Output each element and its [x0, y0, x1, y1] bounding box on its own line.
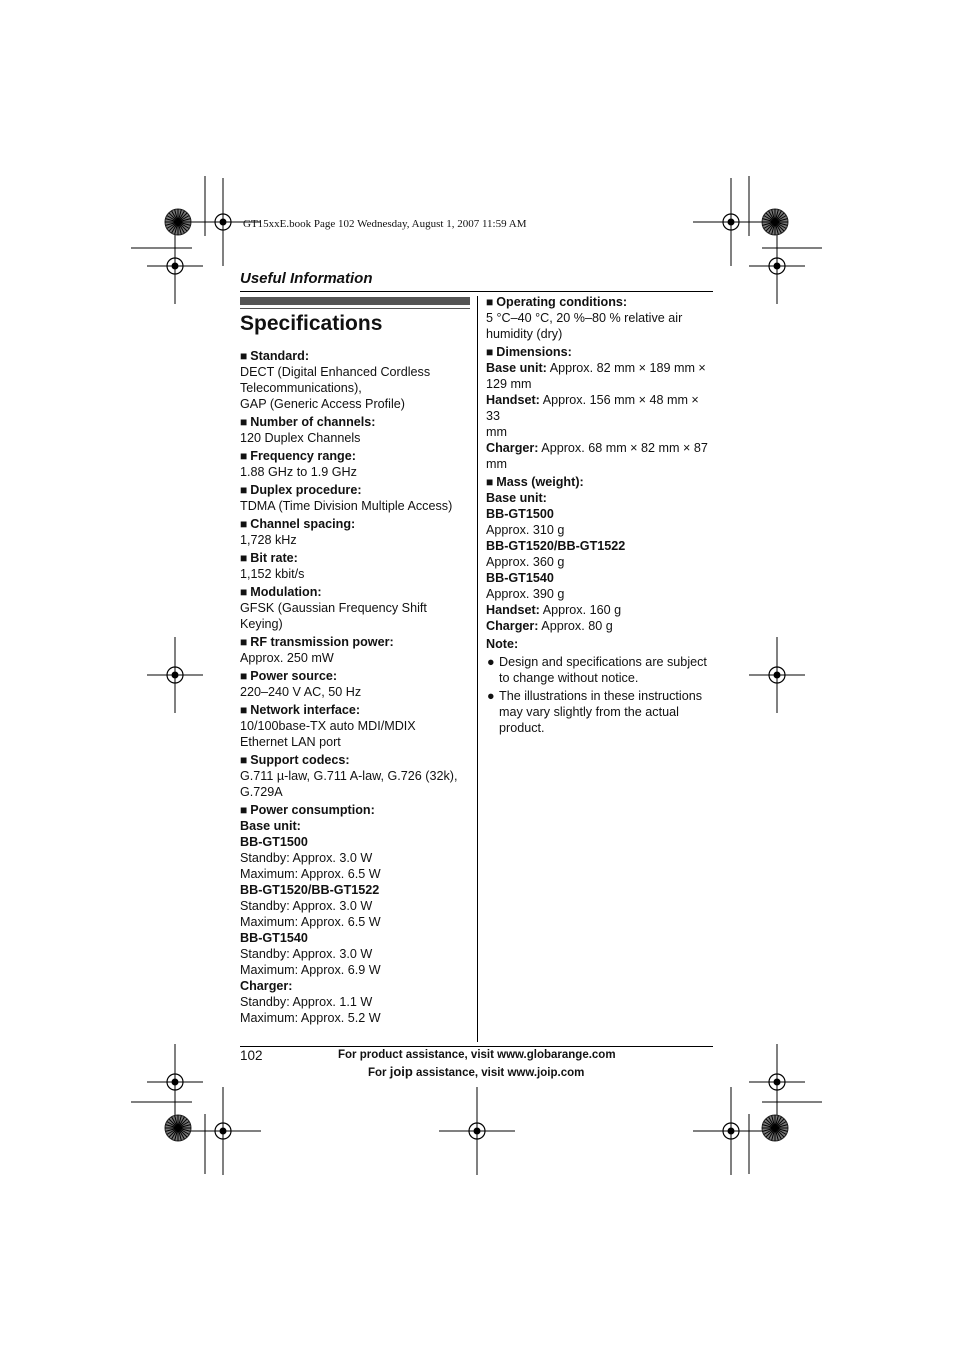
- square-icon: ■: [240, 669, 248, 683]
- registration-dot: [172, 1079, 179, 1086]
- registration-dot: [728, 1128, 735, 1135]
- print-header: GT15xxE.book Page 102 Wednesday, August 1, 2007 11:59 AM: [243, 218, 527, 230]
- footer-line-1: For product assistance, visit www.globarange.com: [338, 1049, 616, 1061]
- registration-dot: [474, 1128, 481, 1135]
- registration-dot: [728, 219, 735, 226]
- square-icon: ■: [240, 517, 248, 531]
- joip-logo: joip: [389, 1064, 413, 1079]
- registration-dot: [172, 263, 179, 270]
- square-icon: ■: [240, 753, 248, 767]
- square-icon: ■: [240, 349, 248, 363]
- registration-dot: [774, 1079, 781, 1086]
- spec-spacing: ■ Channel spacing: 1,728 kHz: [240, 517, 356, 547]
- spec-mass: ■ Mass (weight): Base unit: BB-GT1500 Approx. 310 g BB-GT1520/BB-GT1522 Approx. 360 g BB-GT1540 Approx. 390 g Handset: Approx. 160 g Charger: Approx. 80 g: [486, 475, 626, 633]
- title-bar: [240, 297, 470, 305]
- registration-dot: [172, 672, 179, 679]
- square-icon: ■: [240, 585, 248, 599]
- spec-powersource: ■ Power source: 220–240 V AC, 50 Hz: [240, 669, 362, 699]
- square-icon: ■: [240, 483, 248, 497]
- title-bar-thin: [240, 308, 470, 309]
- bullet-icon: ●: [487, 655, 495, 669]
- spec-standard: ■ Standard: DECT (Digital Enhanced Cordless Telecommunications), GAP (Generic Access Profile): [240, 349, 431, 411]
- left-column: [240, 297, 470, 1028]
- spec-bitrate: ■ Bit rate: 1,152 kbit/s: [240, 551, 305, 581]
- registration-dot: [774, 672, 781, 679]
- spec-frequency: ■ Frequency range: 1.88 GHz to 1.9 GHz: [240, 449, 357, 479]
- note-item: ● The illustrations in these instructions may vary slightly from the actual product.: [487, 689, 702, 735]
- right-column: [486, 294, 714, 736]
- spec-rfpower: ■ RF transmission power: Approx. 250 mW: [240, 635, 394, 665]
- spec-codecs: ■ Support codecs: G.711 µ-law, G.711 A-law, G.726 (32k), G.729A: [240, 753, 458, 799]
- square-icon: ■: [240, 635, 248, 649]
- spec-duplex: ■ Duplex procedure: TDMA (Time Division Multiple Access): [240, 483, 453, 513]
- square-icon: ■: [486, 295, 494, 309]
- spec-channels: ■ Number of channels: 120 Duplex Channels: [240, 415, 376, 445]
- page-number: 102: [240, 1048, 263, 1063]
- spec-consumption: ■ Power consumption: Base unit: BB-GT1500 Standby: Approx. 3.0 W Maximum: Approx. 6.5 W BB-GT1520/BB-GT1522 Standby: Approx. 3.0 W Maximum: Approx. 6.5 W BB-GT1540 Standby: Approx. 3.0 W Maximum: Approx. 6.9 W Charger: Standby: Approx. 1.1 W Maximum: Approx. 5.2 W: [240, 803, 381, 1025]
- section-title: Useful Information: [240, 270, 373, 287]
- spec-operating: ■ Operating conditions: 5 °C–40 °C, 20 %–80 % relative air humidity (dry): [486, 295, 683, 341]
- header-rule: [240, 291, 713, 292]
- footer-rule: [240, 1046, 713, 1047]
- page-title: Specifications: [240, 312, 383, 335]
- square-icon: ■: [486, 345, 494, 359]
- square-icon: ■: [240, 803, 248, 817]
- square-icon: ■: [240, 415, 248, 429]
- note: [486, 636, 714, 736]
- square-icon: ■: [240, 449, 248, 463]
- bullet-icon: ●: [487, 689, 495, 703]
- spec-network: ■ Network interface: 10/100base-TX auto MDI/MDIX Ethernet LAN port: [240, 703, 416, 749]
- spec-dimensions: ■ Dimensions: Base unit: Approx. 82 mm × 189 mm × 129 mm Handset: Approx. 156 mm × 48 mm × 33 mm Charger: Approx. 68 mm × 82 mm × 87 mm: [486, 345, 708, 471]
- footer-line-2: For joip assistance, visit www.joip.com: [368, 1064, 585, 1079]
- note-item: ● Design and specifications are subject to change without notice.: [487, 655, 707, 685]
- spec-modulation: ■ Modulation: GFSK (Gaussian Frequency Shift Keying): [240, 585, 427, 631]
- column-divider: [477, 296, 478, 1042]
- registration-dot: [220, 219, 227, 226]
- registration-dot: [220, 1128, 227, 1135]
- square-icon: ■: [240, 703, 248, 717]
- square-icon: ■: [486, 475, 494, 489]
- note-title: Note:: [486, 637, 519, 651]
- registration-dot: [774, 263, 781, 270]
- square-icon: ■: [240, 551, 248, 565]
